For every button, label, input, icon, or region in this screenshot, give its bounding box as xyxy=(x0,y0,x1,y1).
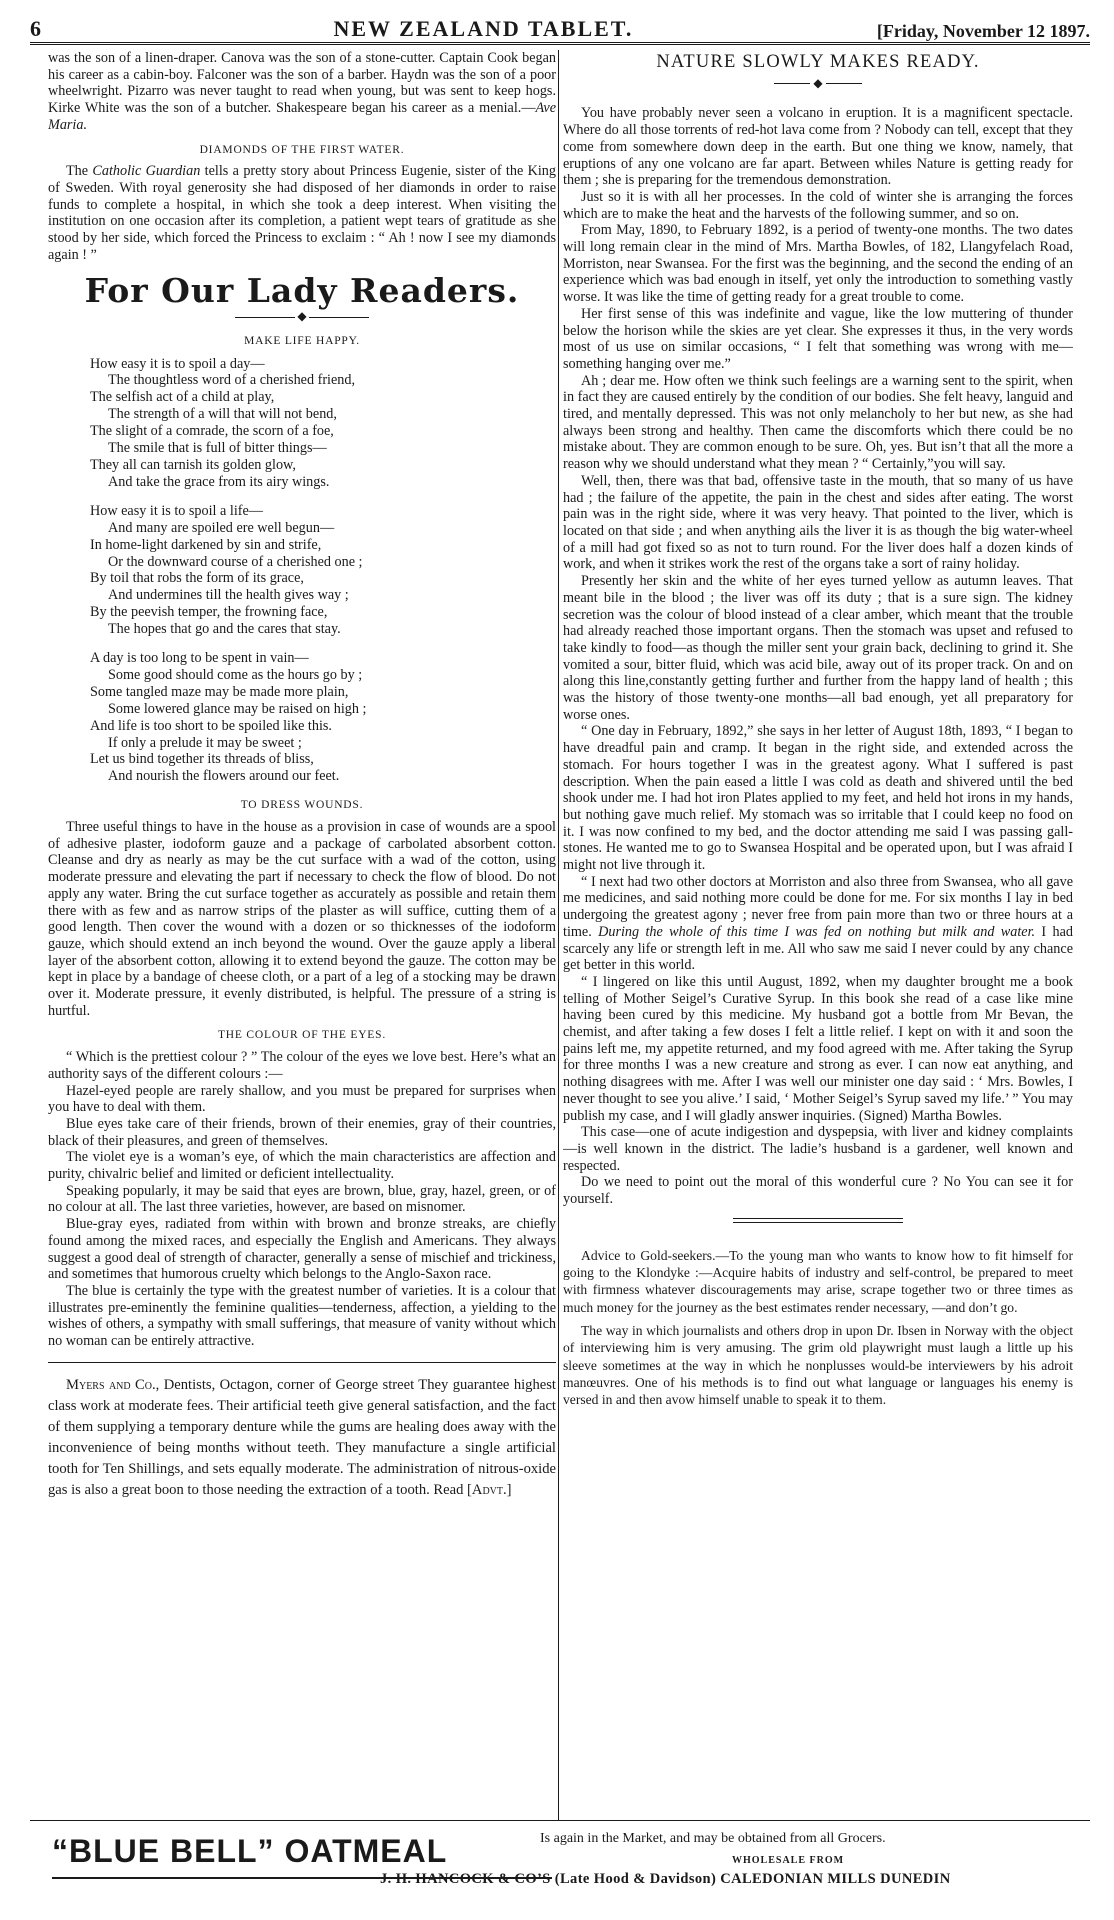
lady-readers-heading: For Our Lady Readers. xyxy=(84,271,520,311)
article-paragraph xyxy=(563,874,1073,974)
poem-stanza xyxy=(90,503,556,638)
poem-stanza xyxy=(90,650,556,785)
myers-name: Myers and Co. xyxy=(66,1376,156,1393)
poem-line: How easy it is to spoil a life— xyxy=(90,502,263,519)
poem-line: By the peevish temper, the frowning face, xyxy=(90,604,328,621)
ibsen-paragraph: The way in which journalists and others drop in upon Dr. Ibsen in Norway with the object of interviewing him is very amusing. The grim old playwright must laugh a little up his sleeve sometimes at the way in which he nonplusses would-be interviewers by his adroit manœuvres. One of his methods is to find out what language or languages his enemy is versed in and then avow himself unable to speak it to them. xyxy=(563,1323,1073,1408)
poem-line: Some good should come as the hours go by ; xyxy=(108,666,363,683)
poem-line: The slight of a comrade, the scorn of a foe, xyxy=(90,423,334,440)
short-divider xyxy=(733,1218,903,1223)
left-column xyxy=(48,50,556,1820)
page-number: 6 xyxy=(30,16,41,41)
article-paragraph: “ I lingered on like this until August, 1892, when my daughter brought me a book telling of Mother Seigel’s Curative Syrup. In this book she read of a case like mine having been cured by this medicine. My husband got a bottle from Mr Bevan, the chemist, and after taking a few doses I felt a little relief. I kept on with it and soon the pains left me, my appetite returned, and my food agreed with me. After taking the Syrup for three months I was a new creature and strong as ever. I can now eat anything, and nothing disagrees with me. After I was well our minister one day said : ‘ Mrs. Bowles, I never thought to see you alive.’ I said, ‘ Mother Seigel’s Syrup saved my life.’ ” You may publish my case, and I will gladly answer inquiries. (Signed) Martha Bowles. xyxy=(563,973,1073,1124)
myers-text: , Dentists, Octagon, corner of George street They guarantee highest class work at moderate fees. Their artificial teeth give general satisfaction, and the fact of them supplying a temporary denture while the gums are healing does away with the inconvenience of being months without teeth. They manufacture a single artificial tooth for Ten Shillings, and sets equally moderate. The administration of nitrous-oxide gas is also a great boon to those needing the extraction of a tooth. Read [ xyxy=(48,1376,556,1498)
diamonds-text: tells a pretty story about Princess Eugenie, sister of the King of Sweden. With royal generosity she had disposed of her diamonds in order to raise funds to complete a hospital, in which she took a deep interest. When visiting the institution on one occasion after its completion, a patient wept tears of gratitude as she stood by her side, which forced the Princess to exclaim : “ Ah ! now I see my diamonds again ! ” xyxy=(48,163,556,263)
poem-line: And nourish the flowers around our feet. xyxy=(108,768,340,785)
article-paragraph: From May, 1890, to February 1892, is a period of twenty-one months. The two dates will long remain clear in the mind of Mrs. Martha Bowles, of 182, Llangyfelach Road, Morriston, near Swansea. For the first was the beginning, and the second the ending of an experience which was bad enough in itself, yet only the introduction to something vastly worse. It was like the time of getting ready for a great trouble to come. xyxy=(563,222,1073,306)
eyes-paragraph: “ Which is the prettiest colour ? ” The colour of the eyes we love best. Here’s what an authority says of the different colours :— xyxy=(48,1049,556,1082)
section-ornament: ◆ xyxy=(48,308,556,325)
article-paragraph: This case—one of acute indigestion and dyspepsia, with liver and kidney complaints—is well known in the district. The ladie’s husband is a gardener, well known and respected. xyxy=(563,1124,1073,1174)
diamonds-heading: DIAMONDS OF THE FIRST WATER. xyxy=(199,143,405,156)
myers-advertisement xyxy=(48,1375,556,1501)
eyes-paragraph: Hazel-eyed people are rarely shallow, and you must be prepared for surprises when you have to deal with them. xyxy=(48,1082,556,1116)
issue-date: [Friday, November 12 1897. xyxy=(876,21,1090,41)
eyes-paragraph: The violet eye is a woman’s eye, of which the main characteristics are affection and purity, chivalric belief and limited or deficient intellectuality. xyxy=(48,1149,556,1183)
doctors-text-continued: I had scarcely any life or strength left in me. All who saw me said I never could by any chance get better in this world. xyxy=(563,923,1073,974)
advt-mark: Advt. xyxy=(471,1481,507,1498)
poem-line: The selfish act of a child at play, xyxy=(90,389,275,406)
intro-paragraph xyxy=(48,50,556,134)
article-paragraph: Her first sense of this was indefinite and vague, like the low muttering of thunder below the horison while the skies are yet clear. She expresses it thus, in the very words most of us use on similar occasions, “ I felt that something was wrong with me—something hanging over me.” xyxy=(563,305,1073,372)
article-paragraph: Ah ; dear me. How often we think such feelings are a warning sent to the spirit, when in fact they are caused entirely by the condition of our bodies. She felt heavy, languid and tired, and mentally depressed. This was not only melancholy to her but new, as she had always been strong and healthy. Then came the discomforts which there could be no mistake about. They are common enough to be sure. Oh, yes. But isn’t that all the more a reason why we should understand what they mean ? “ Certainly,”you will say. xyxy=(563,372,1073,473)
eyes-paragraph: Blue eyes take care of their friends, brown of their enemies, gray of their countries, black of their pleasures, and green of themselves. xyxy=(48,1115,556,1149)
poem-line: Let us bind together its threads of bliss, xyxy=(90,751,314,768)
poem-line: The hopes that go and the cares that stay. xyxy=(108,621,341,638)
eyes-paragraph: The blue is certainly the type with the greatest number of varieties. It is a colour that illustrates pre-eminently the feminine qualities—tenderness, affection, a yielding to the wishes of others, a sympathy with small sufferings, that measure of vanity without which no woman can be entirely attractive. xyxy=(48,1282,556,1350)
short-items xyxy=(563,1247,1073,1409)
intro-text: was the son of a linen-draper. Canova was the son of a stone-cutter. Captain Cook began his career as a cabin-boy. Falconer was the son of a barber. Haydn was the son of a poor wheelwright. Pizarro was never taught to read when young, but was sent to keep hogs. Kirke White was the son of a butcher. Shakespeare began his career as a menial.— xyxy=(48,50,556,117)
article-paragraph: “ One day in February, 1892,” she says in her letter of August 18th, 1893, “ I began to have dreadful pain and cramp. It began in the right side, and extended across the stomach. For hours together I was in the greatest agony. What I suffered is past description. When the pain eased a little I was cold as death and shivered until the bed shook under me. I had hot iron Plates applied to my feet, and held hot irons in my hands, but nothing gave much relief. My stomach was so irritable that I could keep no food on it. I was now confined to my bed, and the doctor attending me said I was passing gall-stones. He wanted me to go to Swansea Hospital and be operated upon, but I was afraid I might not live through it. xyxy=(563,723,1073,874)
advt-close: ] xyxy=(506,1481,512,1498)
right-column xyxy=(563,50,1073,1820)
nature-heading: NATURE SLOWLY MAKES READY. xyxy=(656,52,980,72)
poem-line: And many are spoiled ere well begun— xyxy=(108,519,335,536)
poem xyxy=(90,356,556,786)
intro-source: Ave Maria. xyxy=(48,100,556,133)
poem-line: If only a prelude it may be sweet ; xyxy=(108,734,302,751)
eyes-paragraph: Speaking popularly, it may be said that eyes are brown, blue, gray, hazel, green, or of no colour at all. The last three varieties, however, are based on misnomer. xyxy=(48,1182,556,1216)
poem-line: And undermines till the health gives way ; xyxy=(108,587,349,604)
article-paragraph: You have probably never seen a volcano in eruption. It is a magnificent spectacle. Where do all those torrents of red-hot lava come from ? Nobody can tell, except that they come from somewhere down deep in the earth. But one thing we know, namely, that eruptions of any one volcano are far apart. Between whiles Nature is getting ready for them ; she is preparing for the tremendous demonstration. xyxy=(563,105,1073,189)
article-paragraph: Just so it is with all her processes. In the cold of winter she is arranging the forces which are to make the heat and the harvests of the following summer, and so on. xyxy=(563,188,1073,222)
oatmeal-advertisement xyxy=(30,1820,1090,1916)
oatmeal-tagline: Is again in the Market, and may be obtained from all Grocers. xyxy=(540,1831,886,1846)
poem-stanza xyxy=(90,356,556,491)
diamonds-pre: The xyxy=(66,163,93,180)
wounds-paragraph: Three useful things to have in the house as a provision in case of wounds are a spool of adhesive plaster, iodoform gauze and a package of carbolated absorbent cotton. Cleanse and dry as nearly as may be the cut surface with a wad of the cotton, using moderate pressure and elevating the part if necessary to check the flow of blood. Do not apply any water. Bring the cut surface together as accurately as possible and retain them there with as few and as narrow strips of the plaster as will suffice, cutting them of a good length. Then cover the wound with a dozen or so thicknesses of the iodoform gauze, which should extend an inch beyond the wound. Over the gauze apply a liberal layer of the absorbent cotton, allowing it to extend beyond the gauze. The cotton may be kept in place by a bandage of cheese cloth, or a part of a leg of a stocking may be drawn over it. Moderate pressure, it evenly distributed, is helpful. The pressure of a string is hurtful. xyxy=(48,819,556,1019)
poem-line: By toil that robs the form of its grace, xyxy=(90,570,304,587)
doctors-text: “ I next had two other doctors at Morriston and also three from Swansea, who all gave me medicines, and said nothing more could be done for me. For six months I lay in bed undergoing the greatest agony ; never free from pain more than two or three hours at a time. xyxy=(563,873,1073,940)
company-name: J. H. HANCOCK & CO’S (Late Hood & Davidson) CALEDONIAN MILLS DUNEDIN xyxy=(380,1871,951,1887)
poem-line: The strength of a will that will not bend, xyxy=(108,406,337,423)
poem-line: A day is too long to be spent in vain— xyxy=(90,650,309,667)
poem-line: Some lowered glance may be raised on high ; xyxy=(108,700,367,717)
heading-ornament: ◆ xyxy=(563,75,1073,92)
diamonds-source: Catholic Guardian xyxy=(92,163,201,180)
divider xyxy=(48,1362,556,1363)
poem-line: The thoughtless word of a cherished friend, xyxy=(108,372,356,389)
eyes-heading: THE COLOUR OF THE EYES. xyxy=(217,1029,386,1042)
article-paragraph: Do we need to point out the moral of this wonderful cure ? No You can see it for yourself. xyxy=(563,1174,1073,1208)
column-divider xyxy=(558,50,559,1820)
newspaper-title: NEW ZEALAND TABLET. xyxy=(333,16,634,41)
poem-line: And take the grace from its airy wings. xyxy=(108,473,330,490)
poem-line: Some tangled maze may be made more plain, xyxy=(90,683,349,700)
poem-line: Or the downward course of a cherished one ; xyxy=(108,553,363,570)
wholesale-label: WHOLESALE FROM xyxy=(732,1855,845,1866)
poem-line: In home-light darkened by sin and strife, xyxy=(90,536,322,553)
gold-seekers-paragraph: Advice to Gold-seekers.—To the young man who wants to know how to fit himself for going to the Klondyke :—Acquire habits of industry and self-control, be prepared to meet with firmness whatever discouragements may arise, scrape together two or three times as much money for the journey as the best estimates render necessary, —and don’t go. xyxy=(563,1247,1073,1315)
oatmeal-product-name: “BLUE BELL” OATMEAL xyxy=(52,1833,448,1869)
make-life-happy-heading: MAKE LIFE HAPPY. xyxy=(244,334,360,347)
poem-line: How easy it is to spoil a day— xyxy=(90,355,265,372)
poem-line: The smile that is full of bitter things— xyxy=(108,440,327,457)
poem-line: And life is too short to be spoiled like this. xyxy=(90,717,332,734)
article-paragraph: Presently her skin and the white of her eyes turned yellow as autumn leaves. That meant bile in the blood ; the liver was off its duty ; that is a sure sign. The kidney secretion was the colour of blood instead of a clear amber, which meant that the trouble had already reached those important organs. Then the stomach was upset and refused to take kindly to food—as though the miller sent your grain back, declining to grind it. She vomited a sour, bitter fluid, which was acid bile, away out of its proper track. On and on along this line,constantly getting further and further from the happy land of health ; this was the history of those twenty-one months—all bad enough, yet all preparatory for worse ones. xyxy=(563,573,1073,723)
diamonds-paragraph xyxy=(48,163,556,263)
eyes-paragraph: Blue-gray eyes, radiated from within with brown and bronze streaks, are chiefly found among the mixed races, and especially the English and Americans. They always suggest a good deal of strength of character, generally a sense of mischief and trickiness, and sometimes that humorous cruelty which belongs to the Anglo-Saxon race. xyxy=(48,1216,556,1283)
italic-quote: During the whole of this time I was fed on nothing but milk and water. xyxy=(598,923,1036,940)
article-paragraph: Well, then, there was that bad, offensive taste in the mouth, that so many of us have had ; the failure of the appetite, the pain in the chest and sides after eating. The worst pain was in the right side, where it was very heavy. That pointed to the liver, which is located on that side ; and when anything ails the liver it is as though the big water-wheel of a mill had got fixed so as not to turn round. For the liver does half a dozen kinds of work, and when it strikes work the rest of the organs take a sort of rainy holiday. xyxy=(563,472,1073,573)
masthead xyxy=(30,10,1090,45)
poem-line: They all can tarnish its golden glow, xyxy=(90,456,296,473)
wounds-heading: TO DRESS WOUNDS. xyxy=(240,799,364,812)
